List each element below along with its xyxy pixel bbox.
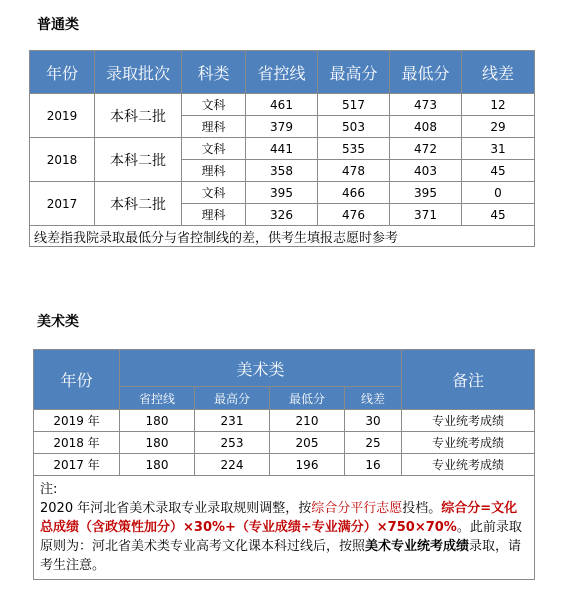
max-cell: 466 [318,182,390,204]
min-cell: 205 [270,432,345,454]
table-note: 线差指我院录取最低分与省控制线的差，供考生填报志愿时参考 [30,226,535,247]
batch-cell: 本科二批 [95,94,182,138]
min-cell: 196 [270,454,345,476]
min-cell: 371 [390,204,462,226]
diff-cell: 12 [462,94,535,116]
subject-cell: 理科 [182,160,246,182]
table-row [34,432,535,454]
header-remark: 备注 [402,350,535,410]
diff-cell: 30 [345,410,402,432]
header-subject: 科类 [182,51,246,94]
note-body [40,499,528,575]
subheader-min-score: 最低分 [270,387,345,410]
max-cell: 231 [195,410,270,432]
section-title-general: 普通类 [37,17,79,33]
table-row [34,410,535,432]
art-note [34,476,535,580]
max-cell: 476 [318,204,390,226]
max-cell: 503 [318,116,390,138]
min-cell: 408 [390,116,462,138]
header-control-line: 省控线 [246,51,318,94]
diff-cell: 45 [462,160,535,182]
table-header-row [34,350,535,387]
subject-cell: 理科 [182,204,246,226]
art-admission-table [33,349,535,580]
diff-cell: 0 [462,182,535,204]
table-row [30,182,535,204]
header-batch: 录取批次 [95,51,182,94]
general-admission-table [29,50,535,247]
year-cell: 2017 年 [34,454,120,476]
subject-cell: 文科 [182,182,246,204]
max-cell: 478 [318,160,390,182]
table-row [34,454,535,476]
remark-cell: 专业统考成绩 [402,454,535,476]
subheader-control-line: 省控线 [120,387,195,410]
max-cell: 224 [195,454,270,476]
table-note-row [34,476,535,580]
header-diff: 线差 [462,51,535,94]
max-cell: 517 [318,94,390,116]
table-row [30,94,535,116]
min-cell: 472 [390,138,462,160]
note-text-1: 2020 年河北省美术录取专业录取规则调整，按 [40,501,312,516]
subject-cell: 文科 [182,138,246,160]
year-cell: 2018 年 [34,432,120,454]
diff-cell: 16 [345,454,402,476]
control-cell: 180 [120,454,195,476]
min-cell: 395 [390,182,462,204]
control-cell: 358 [246,160,318,182]
year-cell: 2018 [30,138,95,182]
remark-cell: 专业统考成绩 [402,410,535,432]
table-header-row [30,51,535,94]
max-cell: 253 [195,432,270,454]
note-text-2: 投档。 [402,501,442,516]
header-year: 年份 [30,51,95,94]
note-text-3: 。此前录取原则为：河北省美术类专业高考文化课本科过线后，按照 [40,520,522,554]
diff-cell: 25 [345,432,402,454]
section-title-art: 美术类 [37,314,79,330]
table-note-row [30,226,535,247]
min-cell: 473 [390,94,462,116]
min-cell: 403 [390,160,462,182]
control-cell: 379 [246,116,318,138]
control-cell: 180 [120,432,195,454]
note-highlight-exam: 美术专业统考成绩 [365,539,470,554]
note-text-4: 录取，请考生注意。 [40,539,522,573]
subject-cell: 文科 [182,94,246,116]
year-cell: 2019 [30,94,95,138]
table-row [30,138,535,160]
diff-cell: 45 [462,204,535,226]
diff-cell: 31 [462,138,535,160]
year-cell: 2017 [30,182,95,226]
subheader-max-score: 最高分 [195,387,270,410]
subheader-diff: 线差 [345,387,402,410]
header-max-score: 最高分 [318,51,390,94]
min-cell: 210 [270,410,345,432]
control-cell: 441 [246,138,318,160]
control-cell: 395 [246,182,318,204]
batch-cell: 本科二批 [95,182,182,226]
note-formula: 综合分=文化总成绩（含政策性加分）×30%+（专业成绩÷专业满分）×750×70% [40,501,518,535]
max-cell: 535 [318,138,390,160]
control-cell: 326 [246,204,318,226]
subject-cell: 理科 [182,116,246,138]
batch-cell: 本科二批 [95,138,182,182]
control-cell: 461 [246,94,318,116]
header-min-score: 最低分 [390,51,462,94]
header-art-group: 美术类 [120,350,402,387]
remark-cell: 专业统考成绩 [402,432,535,454]
header-year: 年份 [34,350,120,410]
note-label: 注: [40,482,58,497]
control-cell: 180 [120,410,195,432]
year-cell: 2019 年 [34,410,120,432]
diff-cell: 29 [462,116,535,138]
note-highlight-parallel: 综合分平行志愿 [311,501,403,516]
